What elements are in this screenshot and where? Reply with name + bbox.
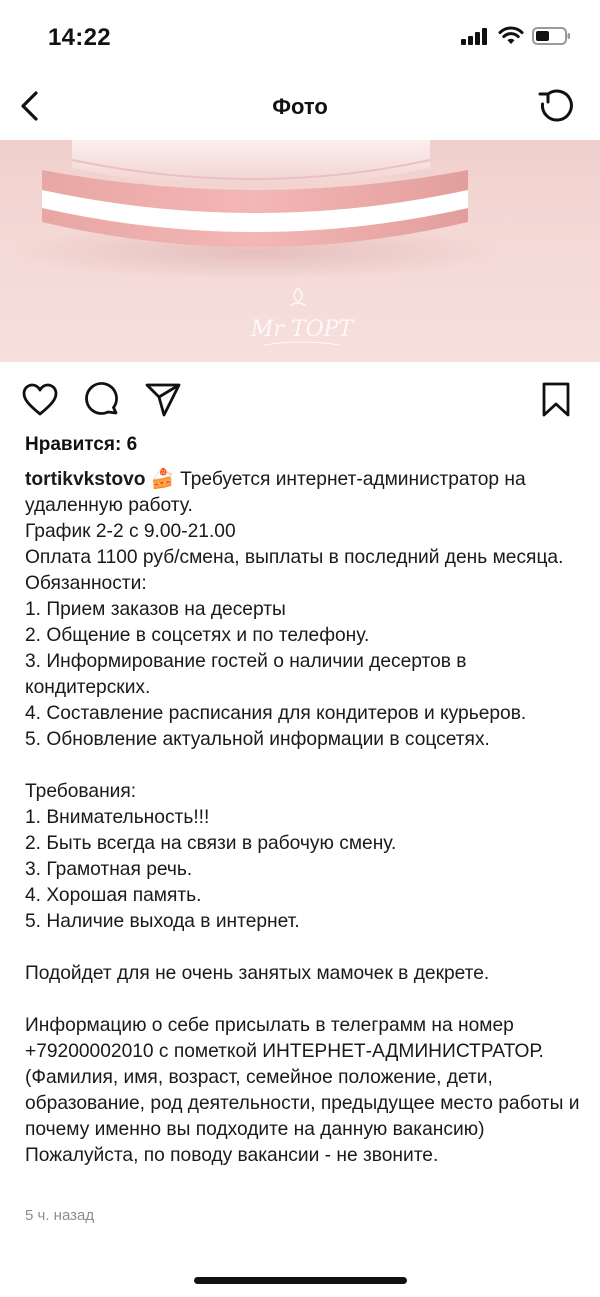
bookmark-button[interactable] [536,380,576,420]
battery-icon [532,26,572,51]
post-timestamp: 5 ч. назад [25,1207,95,1224]
heart-icon [22,383,58,417]
post-username[interactable]: tortikvkstovo [25,469,146,490]
like-button[interactable] [20,380,60,420]
caption-line: 5. Обновление актуальной информации в соцсетях. [25,729,490,750]
caption-line: 1. Прием заказов на десерты [25,599,286,620]
caption-line: Обязанности: [25,573,147,594]
share-button[interactable] [143,380,183,420]
nav-bar [0,76,600,138]
refresh-icon [537,87,575,125]
caption-line: График 2-2 с 9.00-21.00 [25,521,236,542]
share-icon [145,383,181,417]
caption-line: 1. Внимательность!!! [25,807,210,828]
caption-text: Требуется интернет-администратор на удаленную работу. [25,469,526,516]
comment-button[interactable] [82,380,122,420]
caption-line: Подойдет для не очень занятых мамочек в декрете. [25,963,490,984]
caption-line: 4. Хорошая память. [25,885,202,906]
status-bar [0,0,600,76]
wifi-icon [498,26,524,51]
caption-spacer [25,987,585,1013]
caption-line: Информацию о себе присылать в телеграмм на номер +79200002010 с пометкой ИНТЕРНЕТ-АДМИНИСТРАТОР. (Фамилия, имя, возраст, семейное положение, дети, образование, род деятельности, предыдущее место работы и почему именно вы подходите на данную вакансию) Пожалуйста, по поводу вакансии - не звоните. [25,1015,580,1166]
status-icons [460,26,572,51]
caption-line: 2. Быть всегда на связи в рабочую смену. [25,833,397,854]
page-title: Фото [272,94,328,119]
post-photo[interactable] [0,140,600,362]
bookmark-icon [541,382,571,418]
status-time: 14:22 [48,24,111,51]
caption-line: Требования: [25,781,137,802]
cellular-signal-icon [460,26,490,51]
caption-line: 3. Грамотная речь. [25,859,193,880]
home-indicator[interactable] [194,1277,407,1284]
cake-shape [42,140,468,247]
caption-spacer [25,935,585,961]
caption-line: 4. Составление расписания для кондитеров и курьеров. [25,703,527,724]
post-action-bar [0,372,600,428]
brand-watermark-logo [250,288,356,345]
caption-line [25,467,585,519]
refresh-button[interactable] [534,84,578,128]
caption-line: 2. Общение в соцсетях и по телефону. [25,625,370,646]
post-caption [25,467,585,1169]
svg-text:Mr ТОРТ: Mr ТОРТ [250,317,354,342]
caption-line: Оплата 1100 руб/смена, выплаты в последний день месяца. [25,547,564,568]
caption-line: 3. Информирование гостей о наличии десертов в кондитерских. [25,651,467,698]
comment-icon [84,382,120,418]
likes-count[interactable]: Нравится: 6 [25,434,138,455]
cake-emoji: 🍰 [150,469,175,490]
caption-line: 5. Наличие выхода в интернет. [25,911,300,932]
caption-spacer [25,753,585,779]
